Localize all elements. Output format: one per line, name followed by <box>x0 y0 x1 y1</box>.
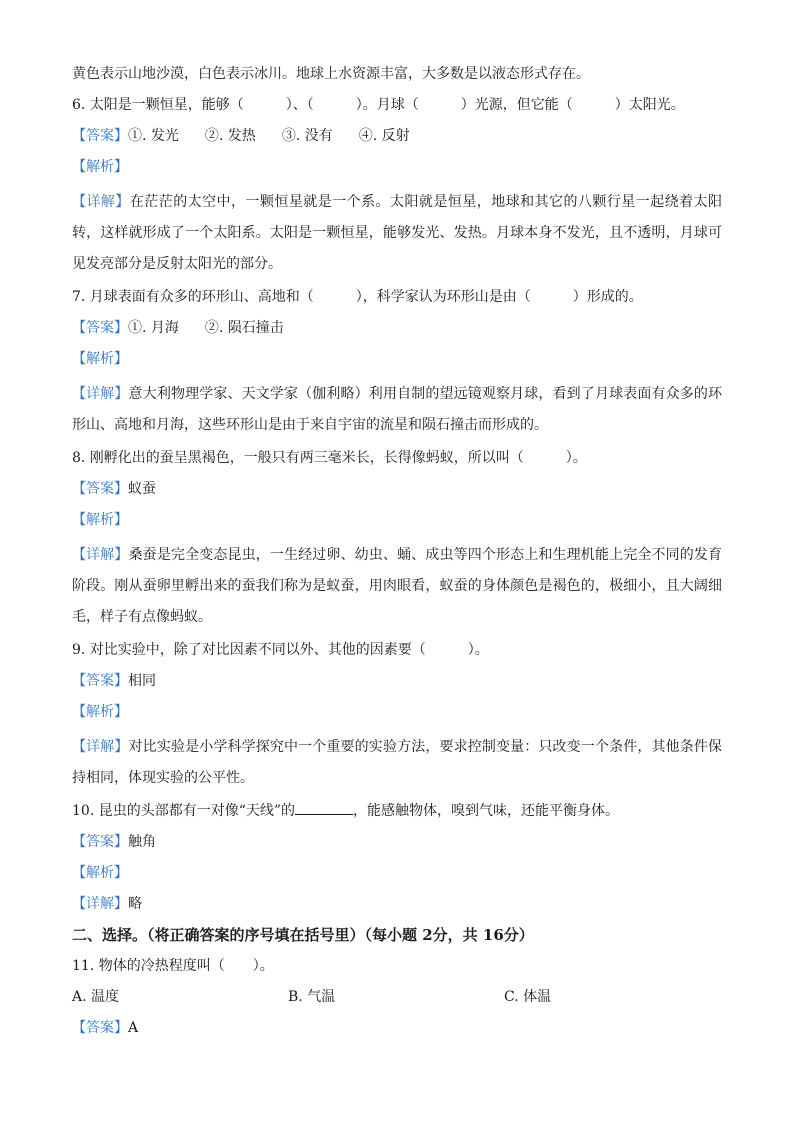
analysis-label: 【解析】 <box>72 159 128 175</box>
analysis-6 <box>72 156 722 179</box>
analysis-label: 【解析】 <box>72 704 128 720</box>
detail-text: 在茫茫的太空中，一颗恒星就是一个系。太阳就是恒星，地球和其它的八颗行星一起绕着太阳转，这样就形成了一个太阳系。太阳是一颗恒星，能够发光、发热。月球本身不发光，且不透明，月球可见发亮部分是反射太阳光的部分。 <box>72 194 723 272</box>
analysis-10 <box>72 862 722 885</box>
answer-item: ①. 发光 <box>128 128 179 144</box>
detail-text: 对比实验是小学科学探究中一个重要的实验方法，要求控制变量：只改变一个条件，其他条件保持相同，体现实验的公平性。 <box>72 739 723 786</box>
answer-9 <box>72 670 722 693</box>
detail-6 <box>72 187 722 280</box>
detail-label: 【详解】 <box>72 896 128 912</box>
analysis-label: 【解析】 <box>72 865 128 881</box>
detail-label: 【详解】 <box>72 386 129 402</box>
answer-label: 【答案】 <box>72 481 128 497</box>
answer-label: 【答案】 <box>72 320 128 336</box>
analysis-7 <box>72 348 722 371</box>
options-11 <box>72 986 722 1009</box>
detail-text: 桑蚕是完全变态昆虫，一生经过卵、幼虫、蛹、成虫等四个形态上和生理机能上完全不同的发育阶段。刚从蚕卵里孵出来的蚕我们称为是蚁蚕，用肉眼看，蚁蚕的身体颜色是褐色的，极细小，且大阔细毛，样子有点像蚂蚁。 <box>72 547 723 625</box>
answer-text: 蚁蚕 <box>128 481 156 497</box>
analysis-label: 【解析】 <box>72 512 128 528</box>
detail-text: 略 <box>128 896 142 912</box>
answer-label: 【答案】 <box>72 834 128 850</box>
question-8: 8. 刚孵化出的蚕呈黑褐色，一般只有两三毫米长，长得像蚂蚁，所以叫（ ）。 <box>72 450 587 466</box>
answer-label: 【答案】 <box>72 1020 128 1036</box>
answer-text: A <box>128 1020 139 1036</box>
detail-10 <box>72 893 722 916</box>
question-9: 9. 对比实验中，除了对比因素不同以外、其他的因素要（ ）。 <box>72 642 489 658</box>
intro-line: 黄色表示山地沙漠，白色表示冰川。地球上水资源丰富，大多数是以液态形式存在。 <box>72 66 590 82</box>
detail-8 <box>72 540 722 633</box>
answer-text: 相同 <box>128 673 156 689</box>
question-6: 6. 太阳是一颗恒星，能够（ ）、（ ）。月球（ ）光源，但它能（ ）太阳光。 <box>72 97 685 113</box>
answer-item: ④. 反射 <box>358 128 410 144</box>
document-content <box>72 63 722 1048</box>
answer-item: ②. 陨石撞击 <box>204 320 284 336</box>
section-heading-2: 二、选择。（将正确答案的序号填在括号里）（每小题 2分，共 16分） <box>72 926 534 944</box>
question-10 <box>72 800 722 823</box>
question-7: 7. 月球表面有众多的环形山、高地和（ ），科学家认为环形山是由（ ）形成的。 <box>72 289 643 305</box>
answer-10 <box>72 831 722 854</box>
question-text: 10. 昆虫的头部都有一对像“天线”的 <box>72 803 296 819</box>
detail-label: 【详解】 <box>72 194 130 210</box>
answer-label: 【答案】 <box>72 128 128 144</box>
option-b: B. 气温 <box>288 989 336 1005</box>
answer-text: 触角 <box>128 834 156 850</box>
option-c: C. 体温 <box>504 989 552 1005</box>
answer-8 <box>72 478 722 501</box>
detail-7 <box>72 379 722 441</box>
detail-text: 意大利物理学家、天文学家（伽利略）利用自制的望远镜观察月球，看到了月球表面有众多的环形山、高地和月海，这些环形山是由于来自宇宙的流星和陨石撞击而形成的。 <box>72 386 723 433</box>
question-text: ，能感触物体，嗅到气味，还能平衡身体。 <box>353 803 620 819</box>
answer-11 <box>72 1017 722 1040</box>
option-a: A. 温度 <box>72 989 120 1005</box>
detail-label: 【详解】 <box>72 547 129 563</box>
analysis-8 <box>72 509 722 532</box>
analysis-9 <box>72 701 722 724</box>
answer-item: ②. 发热 <box>204 128 256 144</box>
answer-item: ③. 没有 <box>281 128 333 144</box>
fill-blank <box>295 800 353 815</box>
answer-item: ①. 月海 <box>128 320 179 336</box>
analysis-label: 【解析】 <box>72 351 128 367</box>
question-11: 11. 物体的冷热程度叫（ ）。 <box>72 958 274 974</box>
answer-6 <box>72 125 722 148</box>
answer-7 <box>72 317 722 340</box>
detail-9 <box>72 732 722 794</box>
detail-label: 【详解】 <box>72 739 129 755</box>
answer-label: 【答案】 <box>72 673 128 689</box>
